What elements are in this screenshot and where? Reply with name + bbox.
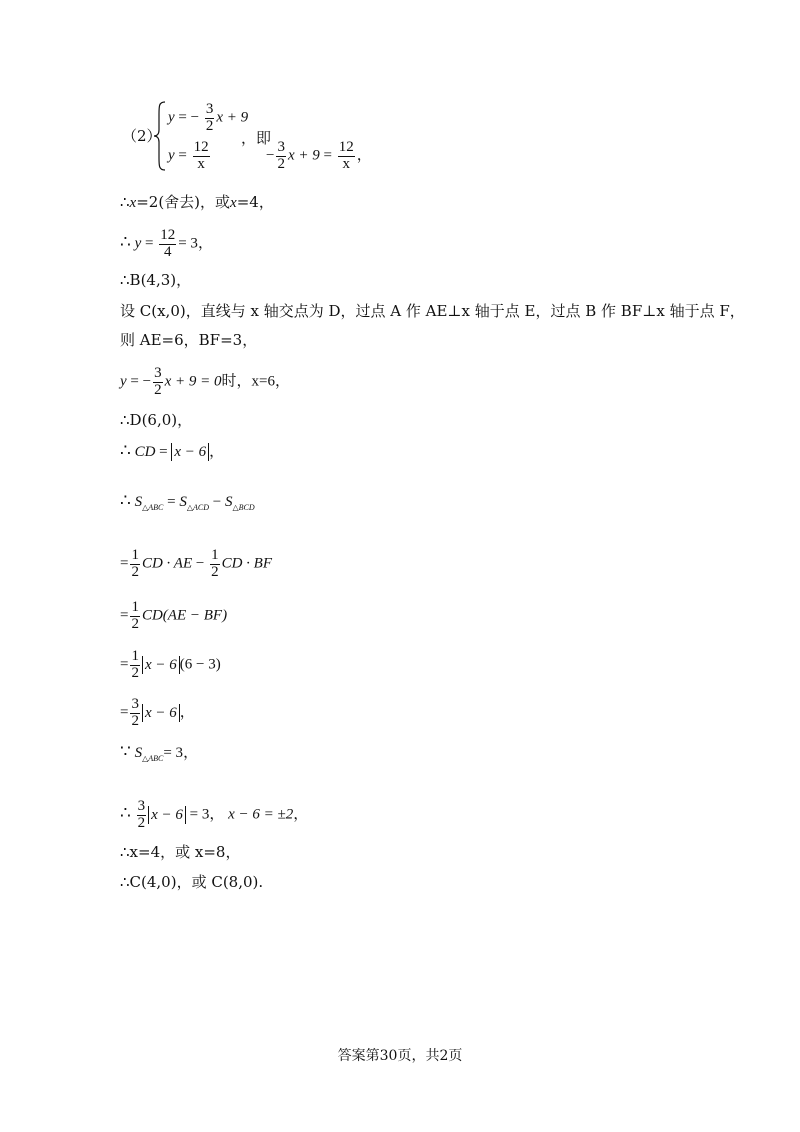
step-x-solutions: ∴x=4，或 x=8， <box>120 843 241 861</box>
step-solve-abs: ∴ $\frac{3}{2}$ x − 6 = 3， x − 6 = ±2， <box>120 798 309 831</box>
step-area-split: ∴ $S_{\triangle ABC} = S_{\triangle ACD} - S_{\triangle BCD}$ <box>120 491 255 512</box>
system-eq1: y = − $\frac{3}{2}$ x + 9 <box>168 101 249 134</box>
system-eq2: y = $\frac{12}{x}$ <box>168 139 209 172</box>
step-x-values: ∴x=2(舍去)，或x=4， <box>120 193 274 211</box>
step-area-result: = $\frac{3}{2}$ x − 6 ， <box>120 696 195 729</box>
step-cd: ∴ CD = x − 6 ， <box>120 441 225 460</box>
step-area-sub: = $\frac{1}{2}$ x − 6 (6 − 3) <box>120 648 221 681</box>
step-point-b: ∴B(4,3)， <box>120 271 192 289</box>
step-point-d: ∴D(6,0)， <box>120 411 193 429</box>
step-y-value: ∴ y = $\frac{12}{4}$ = 3， <box>120 227 213 260</box>
part-label: （2） <box>122 127 162 145</box>
combined-equation: − $\frac{3}{2}$ x + 9 = $\frac{12}{x}$ ， <box>266 139 372 172</box>
step-given-area: ∵ $S_{\triangle ABC}= 3$， <box>120 742 199 763</box>
page-footer: 答案第30页，共2页 <box>337 1048 463 1064</box>
step-intercept: y = − $\frac{3}{2}$ x + 9 = 0时，x=6， <box>120 365 290 398</box>
step-area-expand: = $\frac{1}{2}$ CD · AE − $\frac{1}{2}$ CD · BF <box>120 547 273 580</box>
step-setup: 设 C(x,0)，直线与 x 轴交点为 D，过点 A 作 AE⊥x 轴于点 E，过点 B 作 BF⊥x 轴于点 F， <box>120 302 745 320</box>
step-final-answer: ∴C(4,0)，或 C(8,0). <box>120 873 264 891</box>
step-area-factor: = $\frac{1}{2}$ CD(AE − BF) <box>120 599 228 632</box>
system-brace-icon <box>153 100 167 172</box>
ji-text: ，即 <box>241 129 272 147</box>
step-ae-bf: 则 AE=6，BF=3， <box>120 331 258 349</box>
